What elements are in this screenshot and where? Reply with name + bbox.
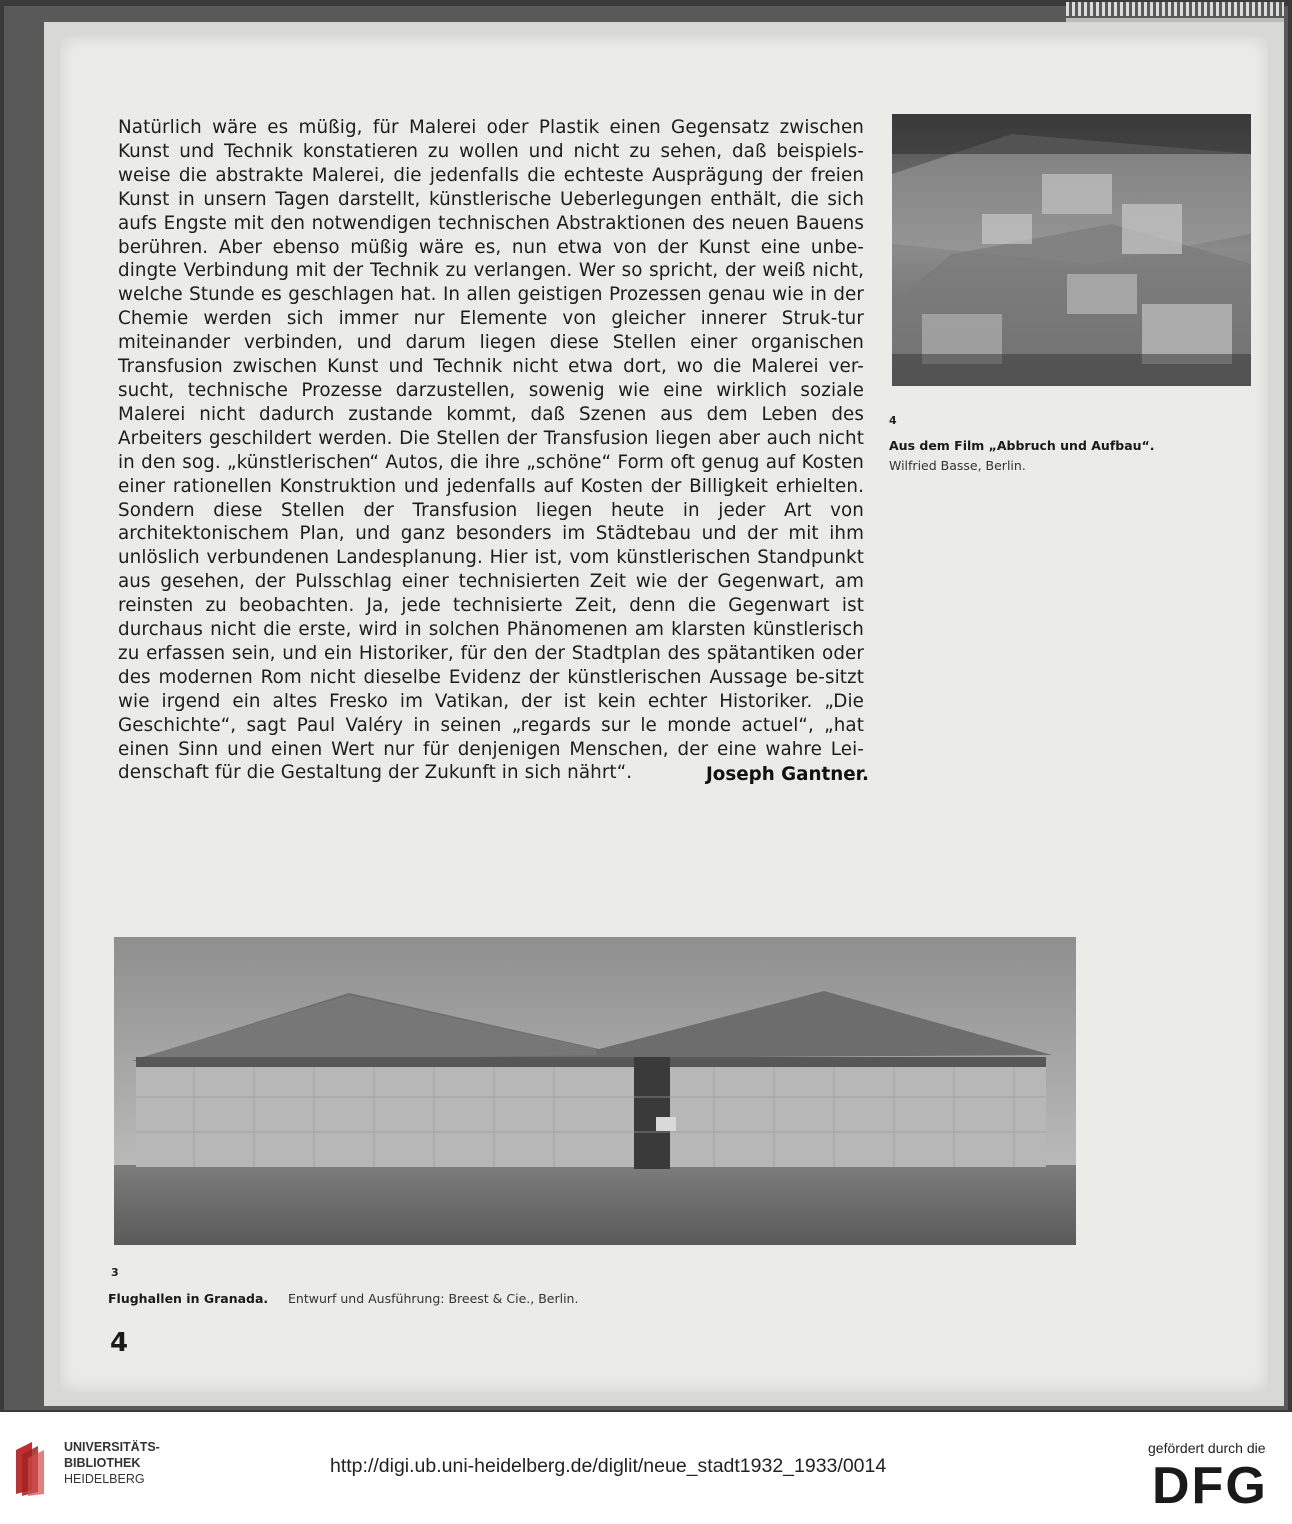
funding-label: gefördert durch die	[1148, 1440, 1266, 1456]
figure-bottom-title: Flughallen in Granada.	[108, 1291, 269, 1306]
essay-body-text: Natürlich wäre es müßig, für Malerei oder Plastik einen Gegensatz zwischen Kunst und Technik konstatieren zu wollen und nicht zu sehen, daß beispiels-weise die abstrakte Malerei, die jedenfalls die echteste Ausprägung der freien Kunst in unsern Tagen darstellt, künstlerische Ueberlegungen enthält, die sich aufs Engste mit den notwendigen technischen Abstraktionen des neuen Bauens berühren. Aber ebenso müßig wäre es, nun etwa von der Kunst eine unbe-dingte Verbindung mit der Technik zu verlangen. Wer so spricht, der weiß nicht, welche Stunde es geschlagen hat. In allen geistigen Prozessen genau wie in der Chemie werden sich immer nur Elemente von gleicher innerer Struk-tur miteinander verbinden, und darum liegen diese Stellen einer organischen Transfusion zwischen Kunst und Technik nicht etwa dort, wo die Malerei ver-sucht, technische Prozesse darzustellen, sowenig wie eine wirklich soziale Malerei nicht dadurch zustande kommt, daß Szenen aus dem Leben des Arbeiters geschildert werden. Die Stellen der Transfusion liegen aber auch nicht in den sog. „künstlerischen“ Autos, die ihre „schöne“ Form oft genug auf Kosten einer rationellen Konstruktion und jedenfalls auf Kosten der Billigkeit erhielten. Sondern diese Stellen der Transfusion liegen heute in jeder Art von architektonischem Plan, und ganz besonders im Städtebau und der mit ihm unlöslich verbundenen Landesplanung. Hier ist, vom künstlerischen Standpunkt aus gesehen, der Pulsschlag einer technisierten Zeit wie der Gegenwart, am reinsten zu beobachten. Ja, jede technisierte Zeit, denn die Gegenwart ist durchaus nicht die erste, wird in solchen Phänomenen am klarsten künstlerisch zu erfassen sein, und ein Historiker, für den der Stadtplan des spätantiken oder des modernen Rom nicht dieselbe Evidenz der künstlerischen Aussage be-sitzt wie irgend ein altes Fresko im Vatikan, der ist kein echter Historiker. „Die Geschichte“, sagt Paul Valéry in seinen „regards sur le monde actuel“, „hat einen Sinn und einen Wert nur für denjenigen Menschen, der eine wahre Lei-denschaft für die Gestaltung der Zukunft in sich nährt“.	[118, 117, 864, 784]
dfg-logo[interactable]: DFG	[1152, 1457, 1268, 1515]
library-book-icon	[10, 1440, 54, 1496]
figure-top-credit: Wilfried Basse, Berlin.	[889, 458, 1026, 473]
color-calibration-strip	[1066, 2, 1284, 16]
library-name-line-1: UNIVERSITÄTS-	[64, 1440, 160, 1454]
figure-top-title: Aus dem Film „Abbruch und Aufbau“.	[889, 438, 1155, 453]
author-signature: Joseph Gantner.	[706, 764, 869, 785]
page-number: 4	[110, 1328, 129, 1358]
figure-bottom-number: 3	[111, 1266, 119, 1279]
library-name-line-3: HEIDELBERG	[64, 1472, 145, 1486]
library-name-line-2: BIBLIOTHEK	[64, 1456, 141, 1470]
permalink-url[interactable]: http://digi.ub.uni-heidelberg.de/diglit/neue_stadt1932_1933/0014	[330, 1455, 887, 1477]
photo-hangars-granada	[114, 937, 1076, 1245]
library-logo[interactable]	[10, 1436, 170, 1502]
figure-bottom-credit: Entwurf und Ausführung: Breest & Cie., Berlin.	[288, 1291, 579, 1306]
figure-top-number: 4	[889, 414, 897, 427]
photo-demolition-site	[892, 114, 1251, 386]
